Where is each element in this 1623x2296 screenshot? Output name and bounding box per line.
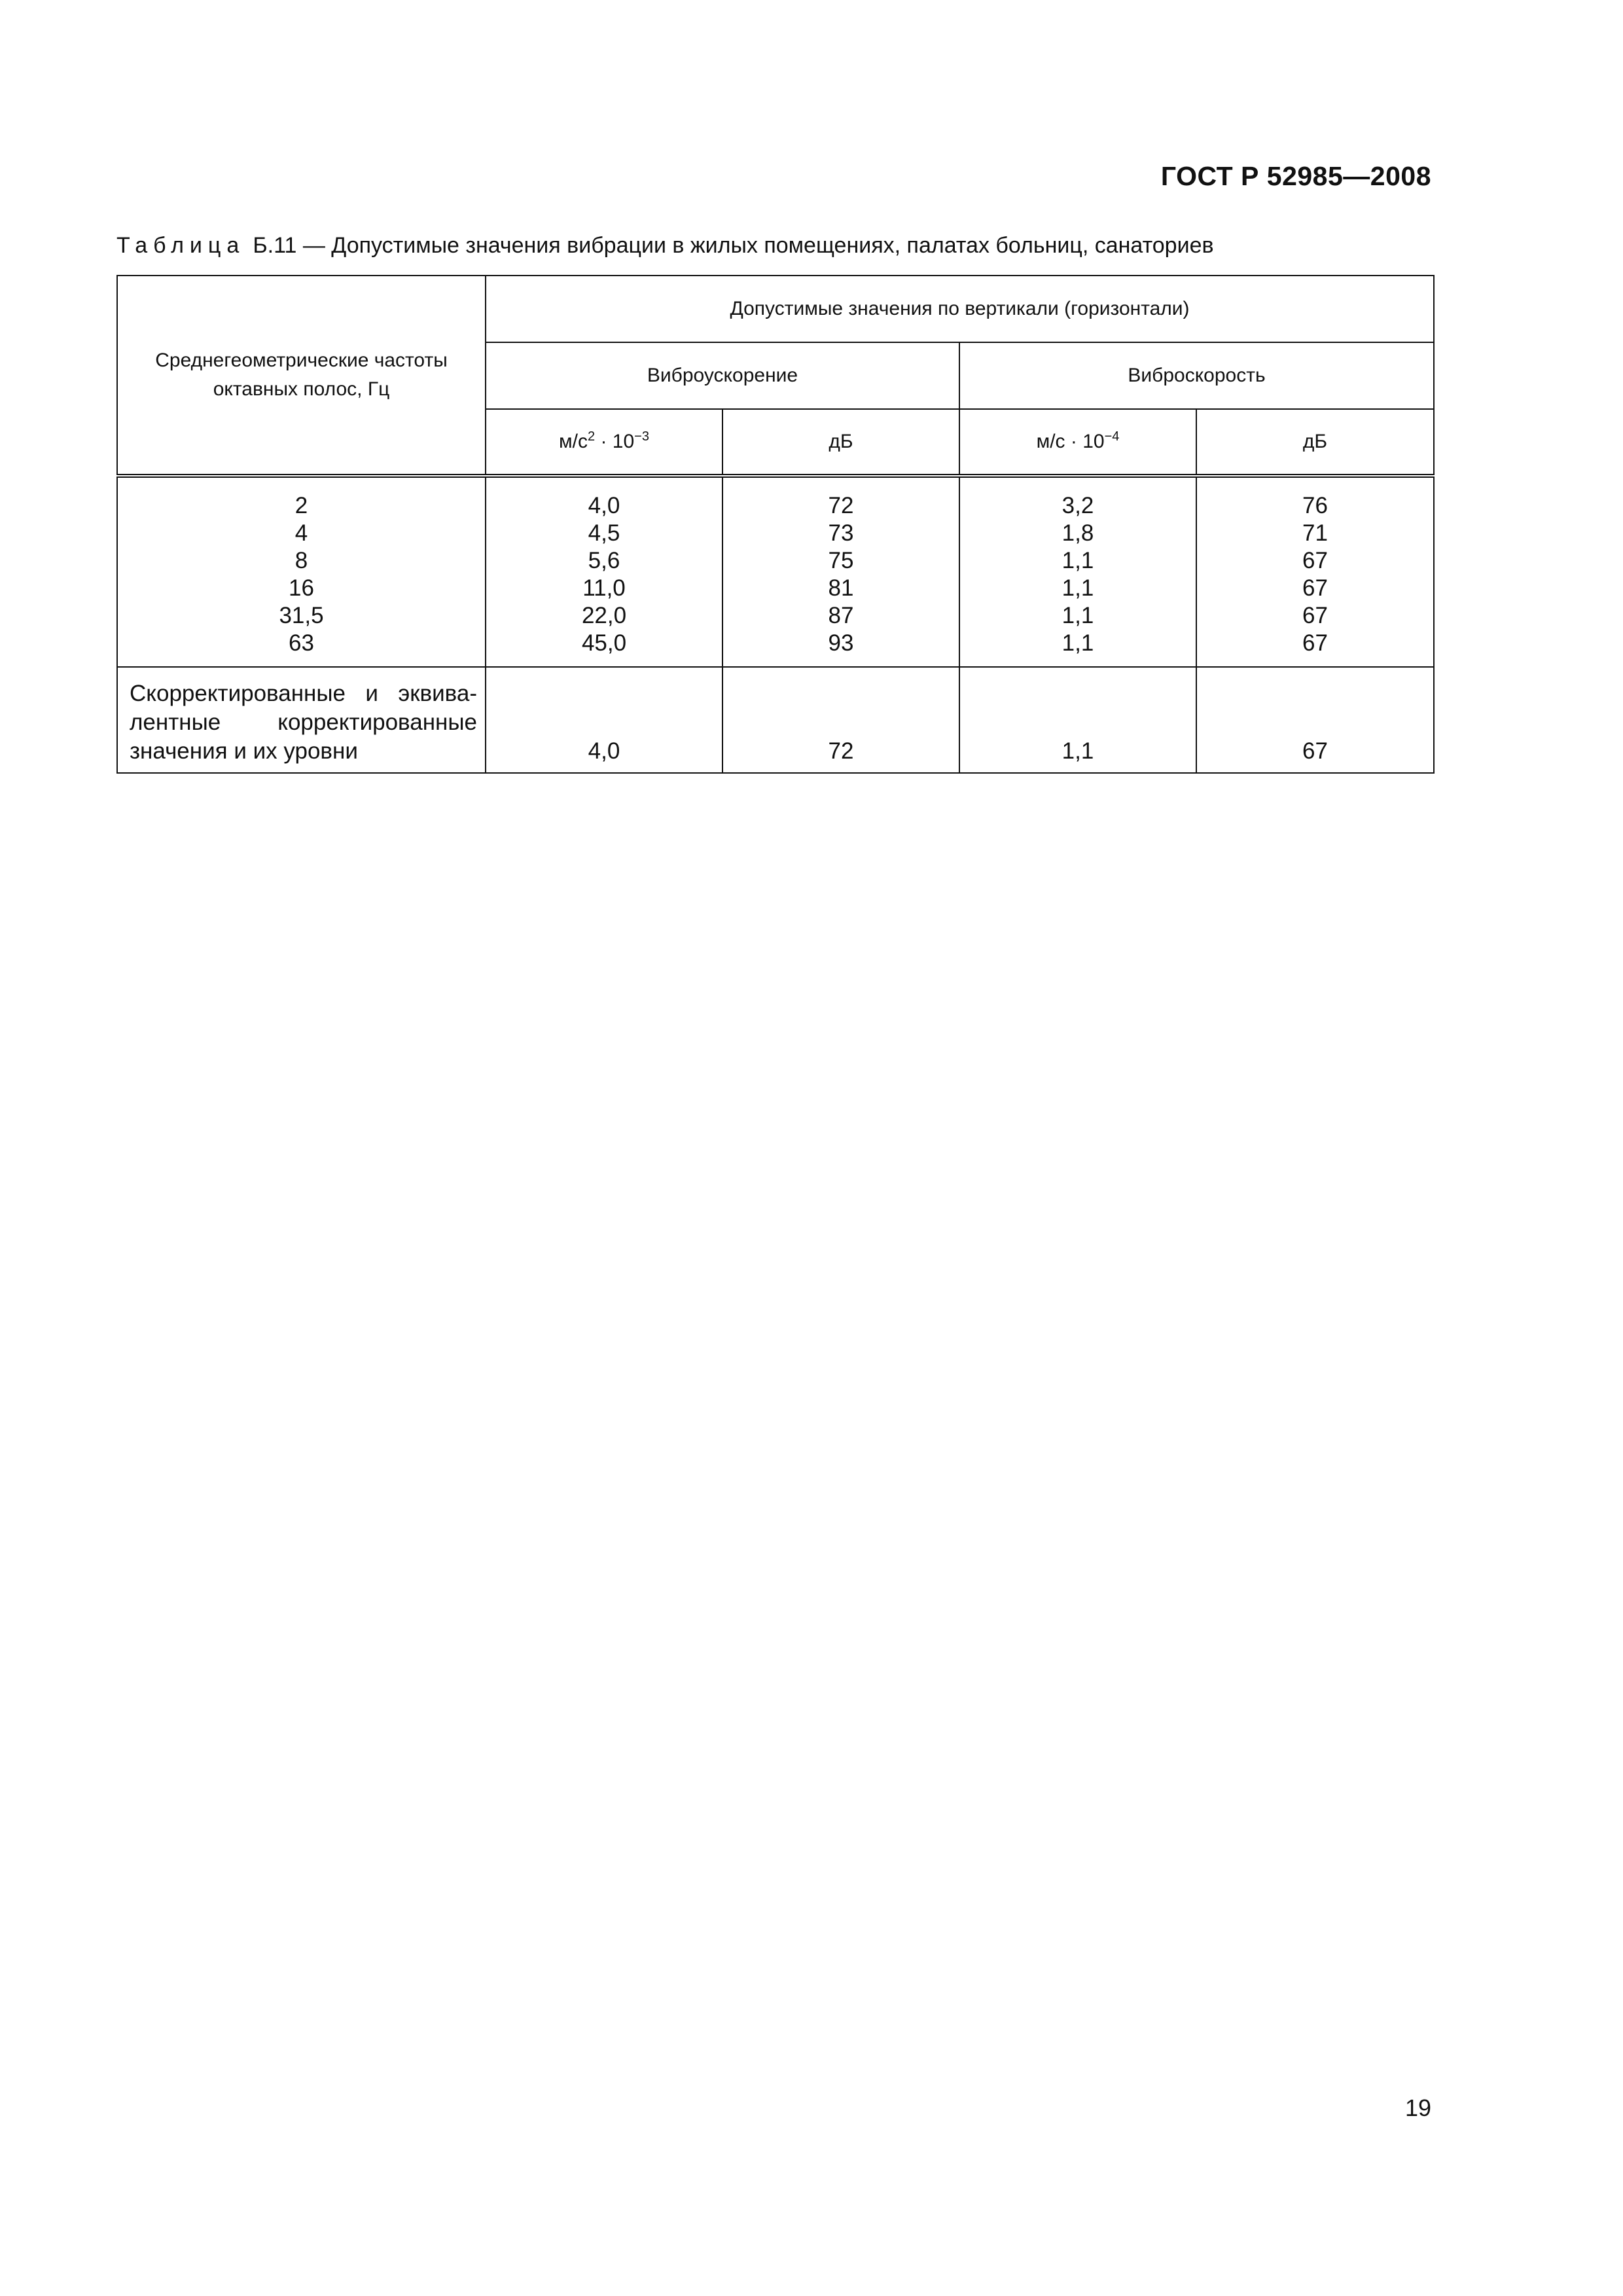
freq-cell: 4 (294, 520, 308, 546)
acceleration-header: Виброускорение (486, 342, 959, 409)
acc-column (486, 476, 722, 667)
summary-label: Скорректированные и эквивалентные корректированные значения и их уровни (117, 667, 486, 773)
vel-unit-header (959, 409, 1196, 476)
acc-db-cell: 72 (828, 493, 854, 518)
vel-db-column (1196, 476, 1434, 667)
vel-db-cell: 71 (1302, 520, 1328, 546)
page-number: 19 (1404, 2094, 1431, 2121)
freq-cell: 16 (289, 575, 314, 601)
acc-cell: 11,0 (582, 575, 626, 601)
vel-db-cell: 67 (1302, 548, 1328, 573)
vel-cell: 1,1 (1061, 603, 1094, 628)
freq-cell: 31,5 (279, 603, 324, 628)
acc-unit-mult: · 10 (595, 431, 635, 452)
summary-vel: 1,1 (959, 667, 1196, 773)
stub-header: Среднегеометрические частоты октавных полос, Гц (117, 276, 486, 476)
acc-db-header: дБ (722, 409, 959, 476)
acc-unit-header (486, 409, 722, 476)
vel-column (959, 476, 1196, 667)
vel-cell: 3,2 (1061, 493, 1094, 518)
caption-dash: — (296, 233, 332, 258)
freq-cell: 63 (289, 630, 314, 656)
acc-unit-exp: −3 (634, 429, 649, 444)
acc-unit-base: м/с (559, 431, 588, 452)
freq-cell: 8 (294, 548, 308, 573)
table-body-row (117, 476, 1434, 667)
vel-cell: 1,8 (1061, 520, 1094, 546)
summary-acc-db: 72 (722, 667, 959, 773)
acc-db-cell: 73 (828, 520, 854, 546)
acc-unit-sup: 2 (588, 429, 596, 444)
freq-column (117, 476, 486, 667)
acc-db-cell: 81 (828, 575, 854, 601)
vel-db-cell: 67 (1302, 630, 1328, 656)
acc-cell: 5,6 (588, 548, 620, 573)
caption-word: Таблица (116, 233, 245, 258)
acc-db-cell: 75 (828, 548, 854, 573)
vel-cell: 1,1 (1061, 575, 1094, 601)
acc-cell: 4,0 (588, 493, 620, 518)
velocity-header: Виброскорость (959, 342, 1434, 409)
caption-number: Б.11 (253, 233, 297, 258)
acc-db-column (722, 476, 959, 667)
vel-unit-exp: −4 (1104, 429, 1120, 444)
acc-cell: 22,0 (581, 603, 627, 628)
vel-cell: 1,1 (1061, 548, 1094, 573)
acc-db-cell: 93 (828, 630, 854, 656)
vibration-table (116, 275, 1435, 774)
vel-cell: 1,1 (1061, 630, 1094, 656)
acc-cell: 4,5 (588, 520, 620, 546)
vel-db-cell: 67 (1302, 603, 1328, 628)
vel-unit-base: м/с · 10 (1036, 431, 1105, 452)
vel-db-cell: 67 (1302, 575, 1328, 601)
acc-cell: 45,0 (581, 630, 627, 656)
caption-title: Допустимые значения вибрации в жилых помещениях, палатах больниц, санаториев (331, 233, 1214, 258)
group-header: Допустимые значения по вертикали (горизонтали) (486, 276, 1434, 342)
acc-db-cell: 87 (828, 603, 854, 628)
document-code: ГОСТ Р 52985—2008 (1160, 161, 1431, 191)
freq-cell: 2 (294, 493, 308, 518)
vel-db-cell: 76 (1302, 493, 1328, 518)
summary-row (117, 667, 1434, 773)
summary-acc: 4,0 (486, 667, 722, 773)
table-caption (116, 233, 1214, 259)
vel-db-header: дБ (1196, 409, 1434, 476)
summary-vel-db: 67 (1196, 667, 1434, 773)
